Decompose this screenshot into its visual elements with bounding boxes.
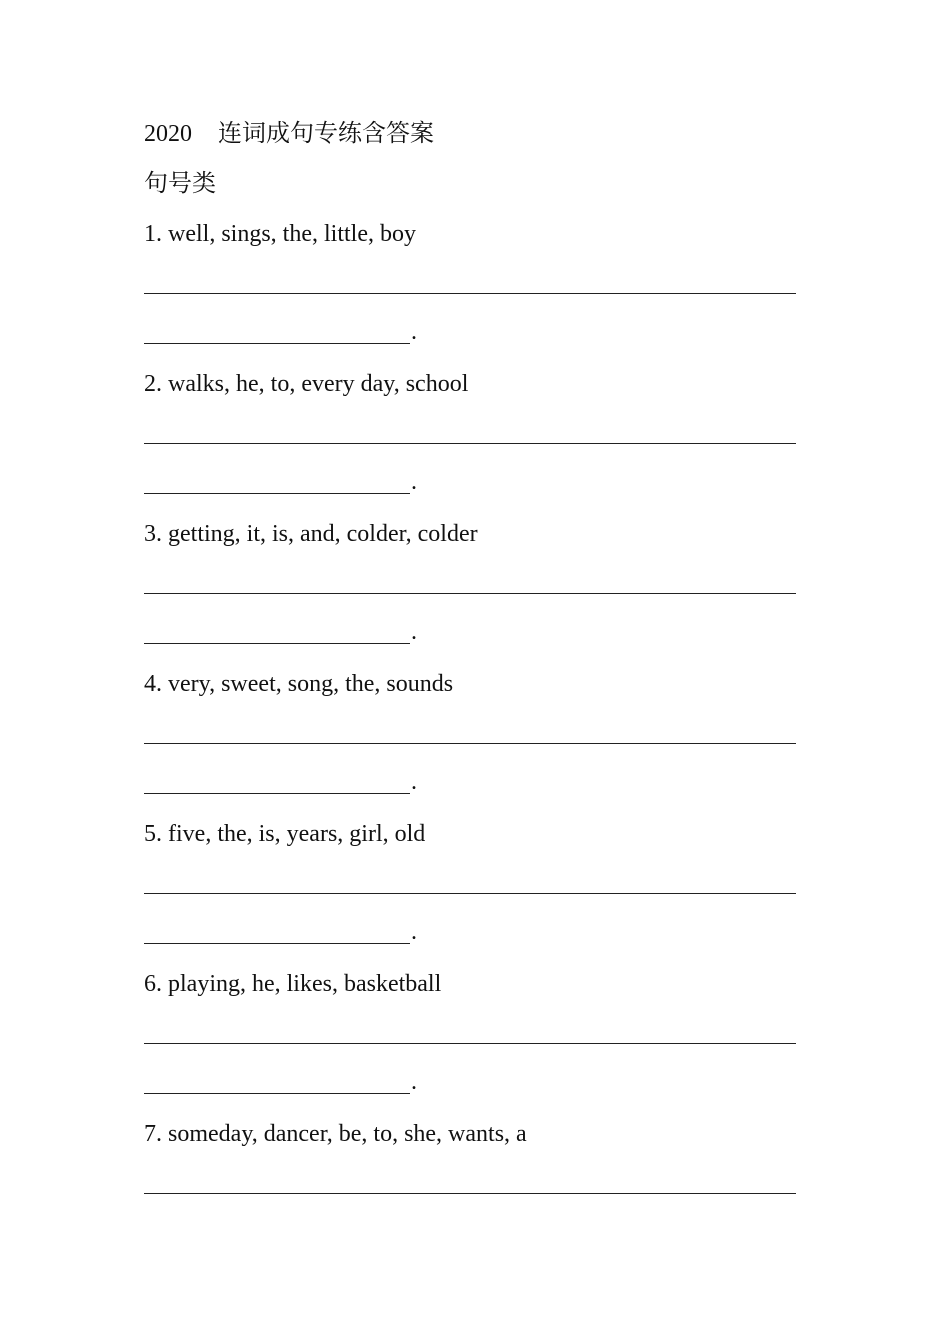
answer-line-continued[interactable]: [144, 793, 410, 794]
question-prompt: 1. well, sings, the, little, boy: [144, 221, 416, 247]
answer-line-continued[interactable]: [144, 493, 410, 494]
answer-line[interactable]: [144, 743, 796, 744]
end-period: .: [411, 919, 417, 945]
answer-line-continued[interactable]: [144, 1093, 410, 1094]
document-title: [144, 114, 804, 164]
answer-line[interactable]: [144, 893, 796, 894]
question-prompt: 5. five, the, is, years, girl, old: [144, 821, 426, 847]
question-prompt: 6. playing, he, likes, basketball: [144, 971, 442, 997]
question-6: [144, 964, 804, 1114]
answer-line[interactable]: [144, 593, 796, 594]
answer-line[interactable]: [144, 293, 796, 294]
question-prompt: 3. getting, it, is, and, colder, colder: [144, 521, 478, 547]
question-4: [144, 664, 804, 814]
end-period: .: [411, 1069, 417, 1095]
answer-line[interactable]: [144, 1043, 796, 1044]
worksheet-page: [144, 114, 804, 1264]
title-text: 连词成句专练含答案: [218, 121, 434, 147]
end-period: .: [411, 469, 417, 495]
answer-line-continued[interactable]: [144, 943, 410, 944]
end-period: .: [411, 319, 417, 345]
answer-line-continued[interactable]: [144, 343, 410, 344]
answer-line[interactable]: [144, 443, 796, 444]
question-prompt: 4. very, sweet, song, the, sounds: [144, 671, 454, 697]
question-7: [144, 1114, 804, 1264]
question-prompt: 7. someday, dancer, be, to, she, wants, a: [144, 1121, 527, 1147]
question-5: [144, 814, 804, 964]
question-2: [144, 364, 804, 514]
title-year: 2020: [144, 121, 192, 147]
answer-line-continued[interactable]: [144, 643, 410, 644]
question-1: [144, 214, 804, 364]
answer-line[interactable]: [144, 1193, 796, 1194]
question-3: [144, 514, 804, 664]
section-label: 句号类: [144, 171, 216, 197]
end-period: .: [411, 769, 417, 795]
end-period: .: [411, 619, 417, 645]
question-prompt: 2. walks, he, to, every day, school: [144, 371, 469, 397]
